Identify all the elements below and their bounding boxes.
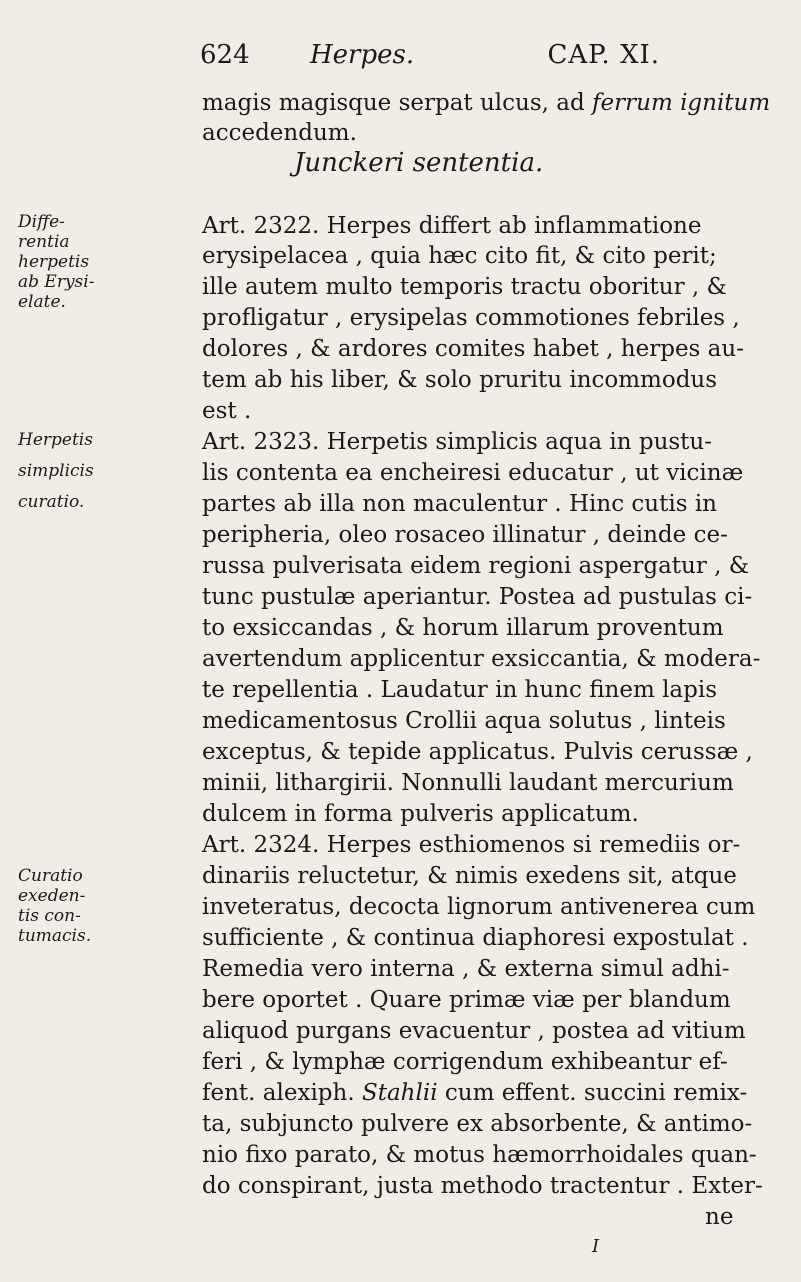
text-line: fent. alexiph. Stahlii cum effent. succini remix- [202,1080,748,1106]
text-line: dolores , & ardores comites habet , herpes au- [202,336,744,362]
text-line: partes ab illa non maculentur . Hinc cutis in [202,491,717,517]
text-line: magis magisque serpat ulcus, ad ferrum ignitum [202,90,771,116]
text-line: ille autem multo temporis tractu oboritur , & [202,274,727,300]
text-line: minii, lithargirii. Nonnulli laudant mercurium [202,770,734,796]
text-line: accedendum. [202,120,357,146]
text-line: dinariis reluctetur, & nimis exedens sit, atque [202,863,737,889]
text-line: inveteratus, decocta lignorum antivenerea cum [202,894,756,920]
chapter-label: CAP. XI. [547,40,660,70]
text-line: peripheria, oleo rosaceo illinatur , deinde ce- [202,522,728,548]
margin-note: Curatio exeden- tis con- tumacis. [18,866,92,946]
text-line: Art. 2324. Herpes esthiomenos si remediis or- [202,832,741,858]
running-title: Herpes. [310,40,415,70]
text-line: exceptus, & tepide applicatus. Pulvis cerussæ , [202,739,753,765]
signature-mark: I [592,1236,600,1257]
catchword: ne [705,1204,734,1230]
text-line: profligatur , erysipelas commotiones febriles , [202,305,740,331]
section-title: Junckeri sententia. [294,148,544,178]
text-line: aliquod purgans evacuentur , postea ad vitium [202,1018,746,1044]
text-line: do conspirant, justa methodo tractentur . Exter- [202,1173,763,1199]
text-line: feri , & lymphæ corrigendum exhibeantur ef- [202,1049,728,1075]
text-line: est . [202,398,252,424]
text-line: sufficiente , & continua diaphoresi expostulat . [202,925,749,951]
margin-note: Diffe- rentia herpetis ab Erysi- elate. [18,212,95,312]
text-line: medicamentosus Crollii aqua solutus , linteis [202,708,726,734]
text-line: tunc pustulæ aperiantur. Postea ad pustulas ci- [202,584,753,610]
text-line: avertendum applicentur exsiccantia, & modera- [202,646,761,672]
text-line: te repellentia . Laudatur in hunc finem lapis [202,677,718,703]
text-line: tem ab his liber, & solo pruritu incommodus [202,367,718,393]
text-line: lis contenta ea encheiresi educatur , ut vicinæ [202,460,744,486]
page-header [200,40,660,80]
text-line: Art. 2323. Herpetis simplicis aqua in pustu- [202,429,713,455]
margin-note: Herpetis simplicis curatio. [18,430,94,512]
text-line: bere oportet . Quare primæ viæ per blandum [202,987,731,1013]
text-line: dulcem in forma pulveris applicatum. [202,801,639,827]
page-number: 624 [200,40,250,70]
text-line: nio fixo parato, & motus hæmorrhoidales quan- [202,1142,757,1168]
text-line: ta, subjuncto pulvere ex absorbente, & antimo- [202,1111,753,1137]
text-line: erysipelacea , quia hæc cito fit, & cito perit; [202,243,717,269]
text-line: Remedia vero interna , & externa simul adhi- [202,956,730,982]
text-line: Art. 2322. Herpes differt ab inflammatione [202,213,702,239]
text-line: russa pulverisata eidem regioni aspergatur , & [202,553,750,579]
text-line: to exsiccandas , & horum illarum proventum [202,615,724,641]
